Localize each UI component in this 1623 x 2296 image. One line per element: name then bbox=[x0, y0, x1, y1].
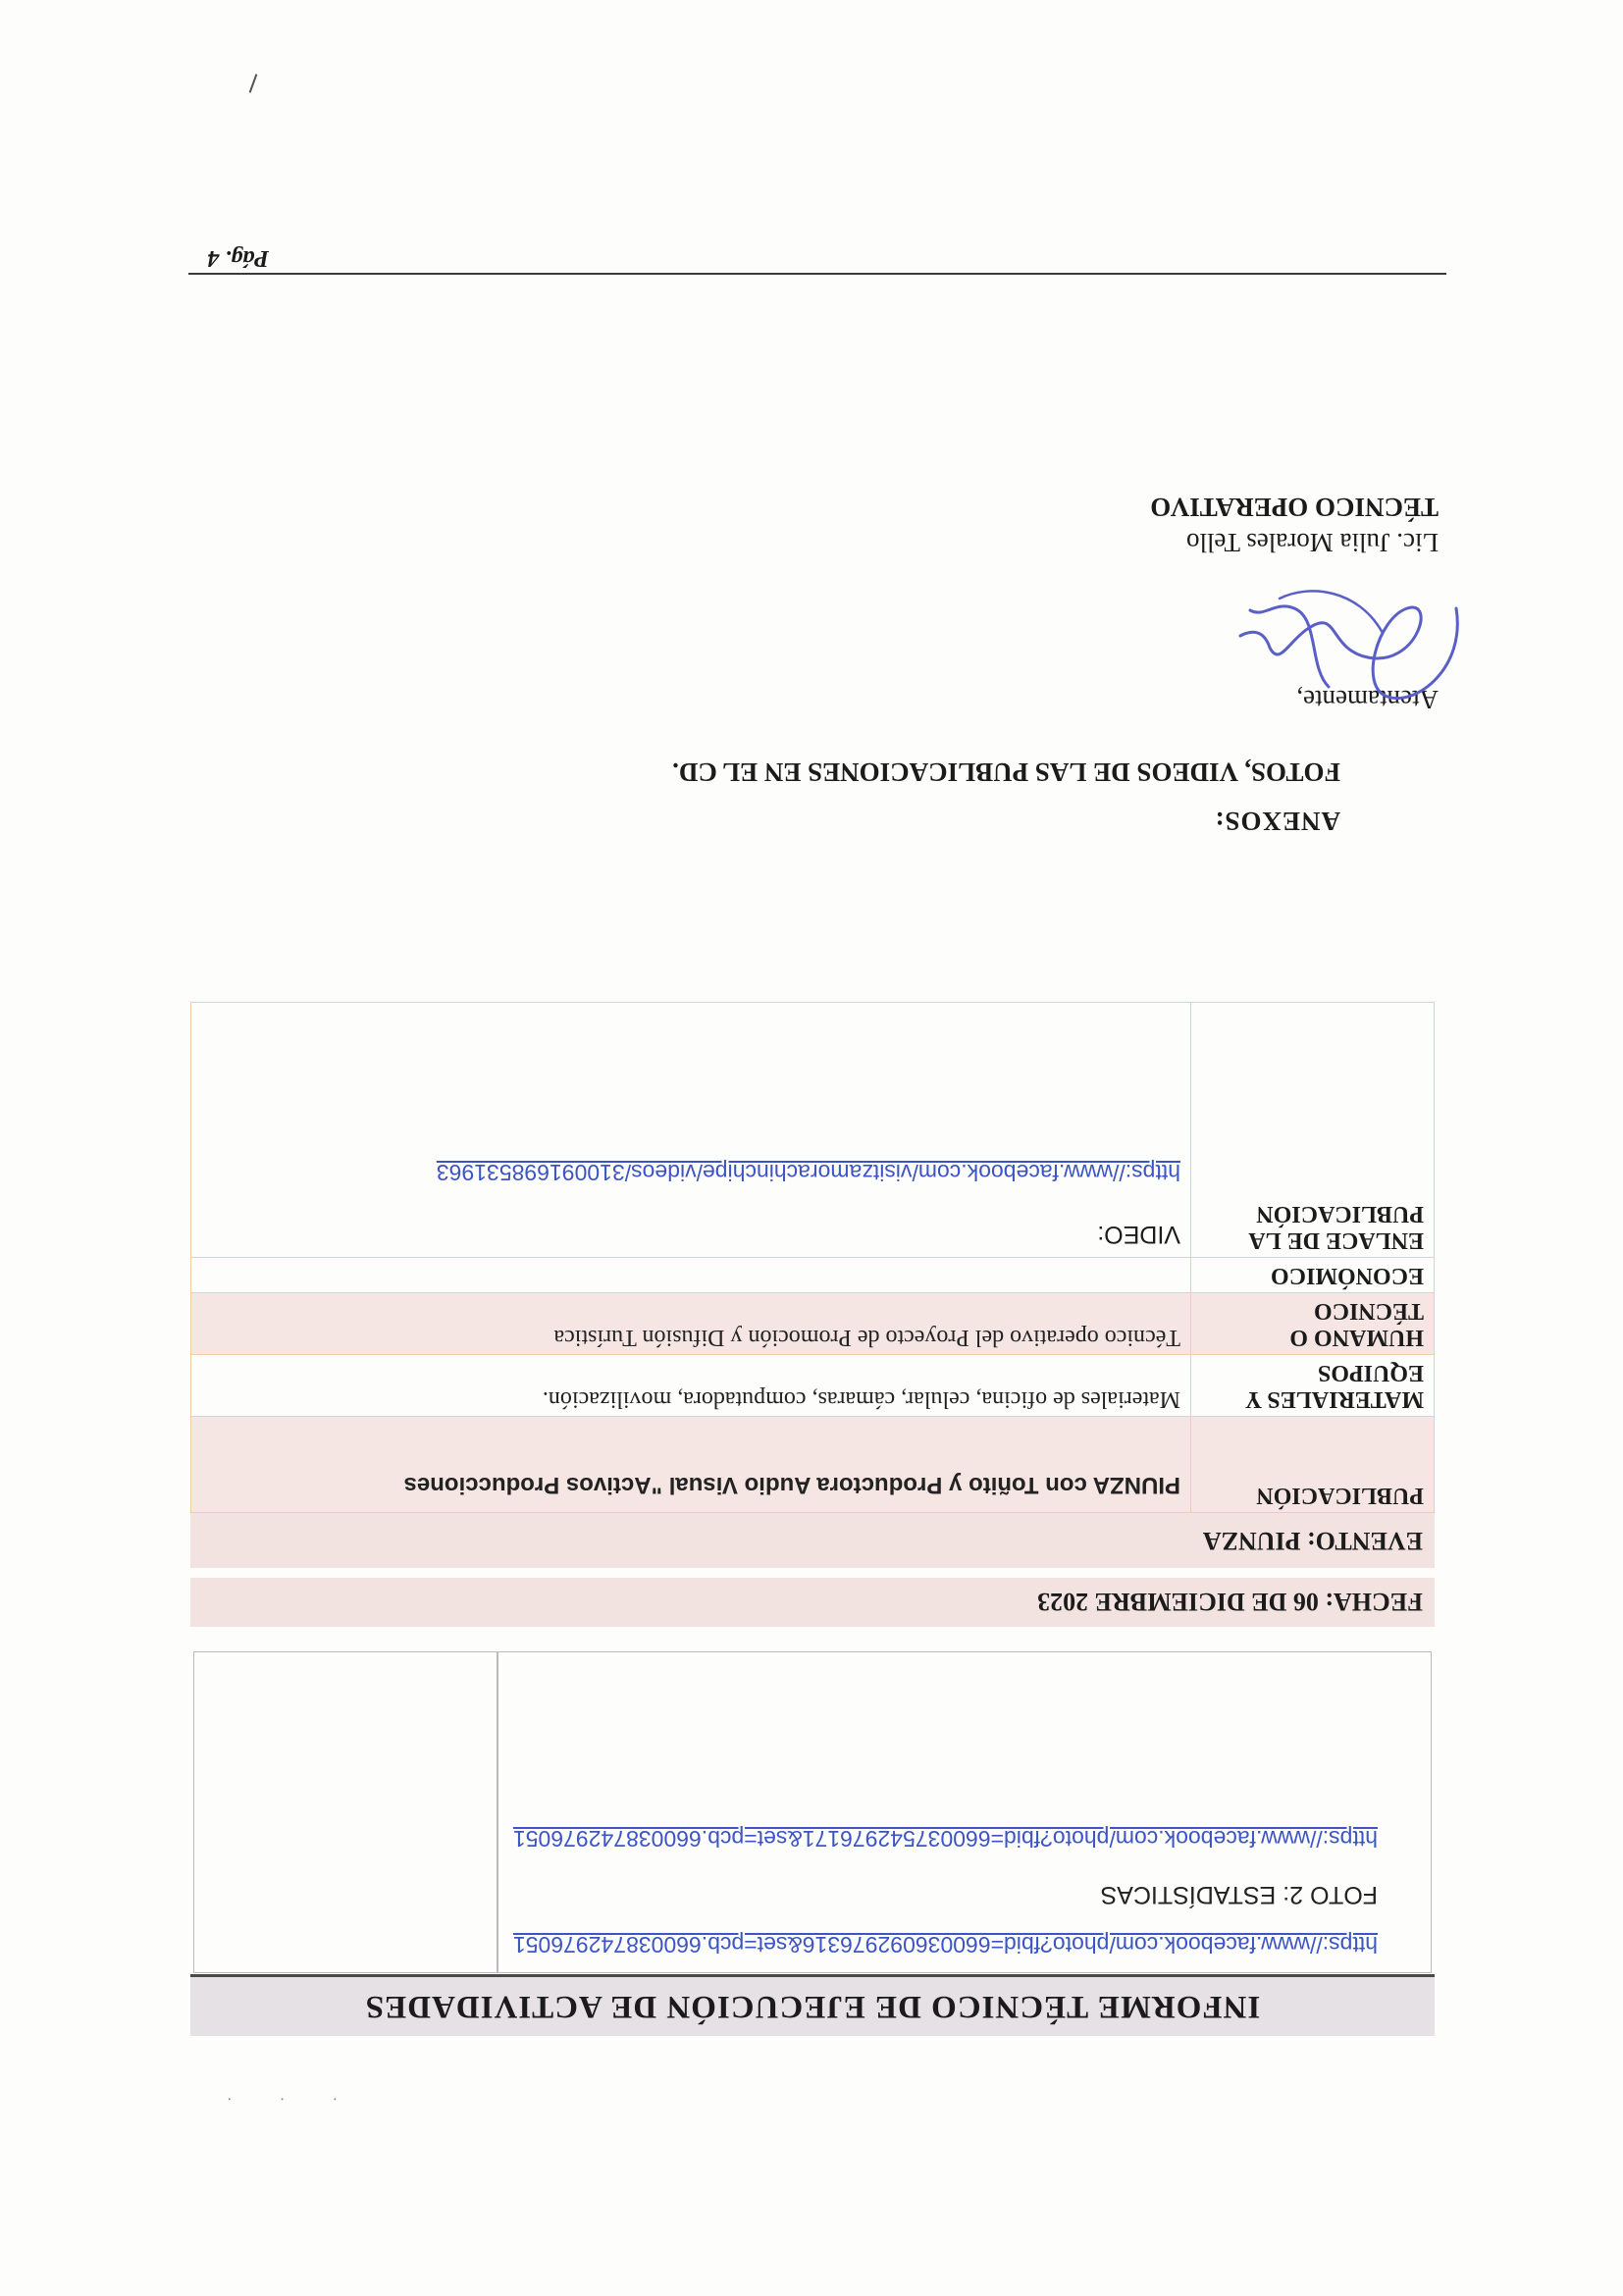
table-row-enlace bbox=[191, 1003, 1435, 1258]
label-materiales: MATERIALES Y EQUIPOS bbox=[1191, 1355, 1435, 1417]
fecha-label: FECHA: 06 DE DICIEMBRE 2023 bbox=[1037, 1588, 1423, 1616]
anexos-text: FOTOS, VIDEOS DE LAS PUBLICACIONES EN EL CD. bbox=[672, 757, 1340, 787]
photos-box-divider bbox=[497, 1652, 499, 1972]
evento-band bbox=[190, 1513, 1435, 1568]
table-row-economico bbox=[191, 1258, 1435, 1293]
evento-label: EVENTO: PIUNZA bbox=[1202, 1527, 1423, 1555]
handwritten-signature bbox=[1221, 579, 1476, 726]
footer-rule bbox=[188, 273, 1446, 275]
label-enlace: ENLACE DE LA PUBLICACIÓN bbox=[1191, 1003, 1435, 1258]
label-humano: HUMANO O TÉCNICO bbox=[1191, 1293, 1435, 1355]
value-materiales: Materiales de oficina, celular, cámaras, computadora, movilización. bbox=[191, 1355, 1191, 1417]
table-row-publicacion bbox=[191, 1417, 1435, 1513]
signer-role: TÉCNICO OPERATIVO bbox=[1150, 493, 1439, 522]
video-label: VIDEO: bbox=[1097, 1221, 1180, 1248]
page-number: Pág. 4 bbox=[207, 245, 269, 271]
signer-name: Lic. Julia Morales Tello bbox=[1185, 528, 1439, 557]
photo-link-1[interactable]: https://www.facebook.com/photo?fbid=660036092976316&set=pcb.660038742976051 bbox=[512, 1932, 1378, 1957]
video-link[interactable]: https://www.facebook.com/visitzamorachinchipe/videos/310091698531963 bbox=[436, 1160, 1180, 1185]
details-table bbox=[190, 1002, 1435, 1513]
closing-text: Atentamente, bbox=[1296, 685, 1439, 714]
table-row-humano bbox=[191, 1293, 1435, 1355]
value-publicacion: PIUNZA con Toñito y Productora Audio Visual "Activos Producciones bbox=[191, 1417, 1191, 1513]
margin-marks: · · · bbox=[205, 2091, 338, 2108]
document-title: INFORME TÉCNICO DE EJECUCIÓN DE ACTIVIDADES bbox=[364, 1989, 1261, 2024]
value-humano: Técnico operativo del Proyecto de Promoción y Difusión Turística bbox=[191, 1293, 1191, 1355]
label-publicacion: PUBLICACIÓN bbox=[1191, 1417, 1435, 1513]
fecha-band bbox=[190, 1578, 1435, 1627]
photo-link-2[interactable]: https://www.facebook.com/photo?fbid=660037542976171&set=pcb.660038742976051 bbox=[512, 1826, 1378, 1852]
value-economico bbox=[191, 1258, 1191, 1293]
label-economico: ECONÓMICO bbox=[1191, 1258, 1435, 1293]
foto-2-label: FOTO 2: ESTADÍSTICAS bbox=[1100, 1881, 1378, 1908]
value-enlace bbox=[191, 1003, 1191, 1258]
table-row-materiales bbox=[191, 1355, 1435, 1417]
anexos-heading: ANEXOS: bbox=[1214, 807, 1340, 836]
document-header bbox=[190, 1974, 1435, 2036]
photos-box bbox=[193, 1651, 1432, 1973]
pen-mark bbox=[249, 74, 258, 92]
